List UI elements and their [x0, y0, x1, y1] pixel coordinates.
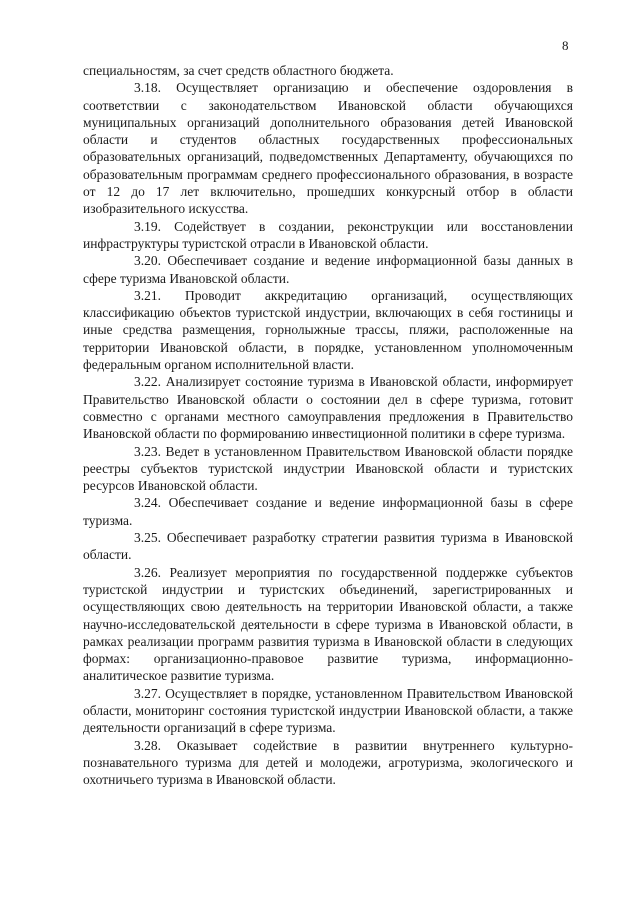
page-number: 8	[562, 38, 569, 53]
paragraph-3-27: 3.27. Осуществляет в порядке, установленном Правительством Ивановской области, мониторинг состояния туристской индустрии Ивановской области, а также деятельности организаций в сфере туризма.	[83, 685, 573, 736]
paragraph-3-23: 3.23. Ведет в установленном Правительством Ивановской области порядке реестры субъектов туристской индустрии Ивановской области и туристских ресурсов Ивановской области.	[83, 443, 573, 494]
paragraph-3-24: 3.24. Обеспечивает создание и ведение информационной базы в сфере туризма.	[83, 495, 573, 528]
paragraph-3-28: 3.28. Оказывает содействие в развитии внутреннего культурно-познавательного туризма для детей и молодежи, агротуризма, экологического и охотничьего туризма в Ивановской области.	[83, 737, 573, 788]
paragraph-3-21: 3.21. Проводит аккредитацию организаций, осуществляющих классификацию объектов туристской индустрии, включающих в себя гостиницы и иные средства размещения, горнолыжные трассы, пляжи, расположенные на территории Ивановской области, в порядке, установленном уполномоченным федеральным органом исполнительной власти.	[83, 287, 573, 373]
paragraph-3-25: 3.25. Обеспечивает разработку стратегии развития туризма в Ивановской области.	[83, 530, 573, 563]
paragraph-3-26: 3.26. Реализует мероприятия по государственной поддержке субъектов туристской индустрии и туристских объединений, зарегистрированных и осуществляющих свою деятельность на территории Ивановской области, а также научно-исследовательской деятельности в сфере туризма в Ивановской области, в рамках реализации программ развития туризма в Ивановской области в следующих формах: организационно-правовое развитие туризма, информационно-аналитическое развитие туризма.	[83, 564, 573, 684]
paragraph-3-18: 3.18. Осуществляет организацию и обеспечение оздоровления в соответствии с законодательством Ивановской области обучающихся муниципальных организаций дополнительного образования детей Ивановской области и студентов областных государственных профессиональных образовательных организаций, подведомственных Департаменту, обучающихся по образовательным программам среднего профессионального образования, в возрасте от 12 до 17 лет включительно, прошедших конкурсный отбор в области изобразительного искусства.	[83, 80, 573, 217]
paragraph-continuation: специальностям, за счет средств областного бюджета.	[83, 63, 394, 78]
document-body	[83, 62, 573, 788]
paragraph-3-19: 3.19. Содействует в создании, реконструкции или восстановлении инфраструктуры туристской отрасли в Ивановской области.	[83, 218, 573, 251]
paragraph-3-20: 3.20. Обеспечивает создание и ведение информационной базы данных в сфере туризма Ивановской области.	[83, 253, 573, 286]
paragraph-3-22: 3.22. Анализирует состояние туризма в Ивановской области, информирует Правительство Ивановской области о состоянии дел в сфере туризма, готовит совместно с органами местного самоуправления предложения в Правительство Ивановской области по формированию инвестиционной политики в сфере туризма.	[83, 374, 573, 442]
